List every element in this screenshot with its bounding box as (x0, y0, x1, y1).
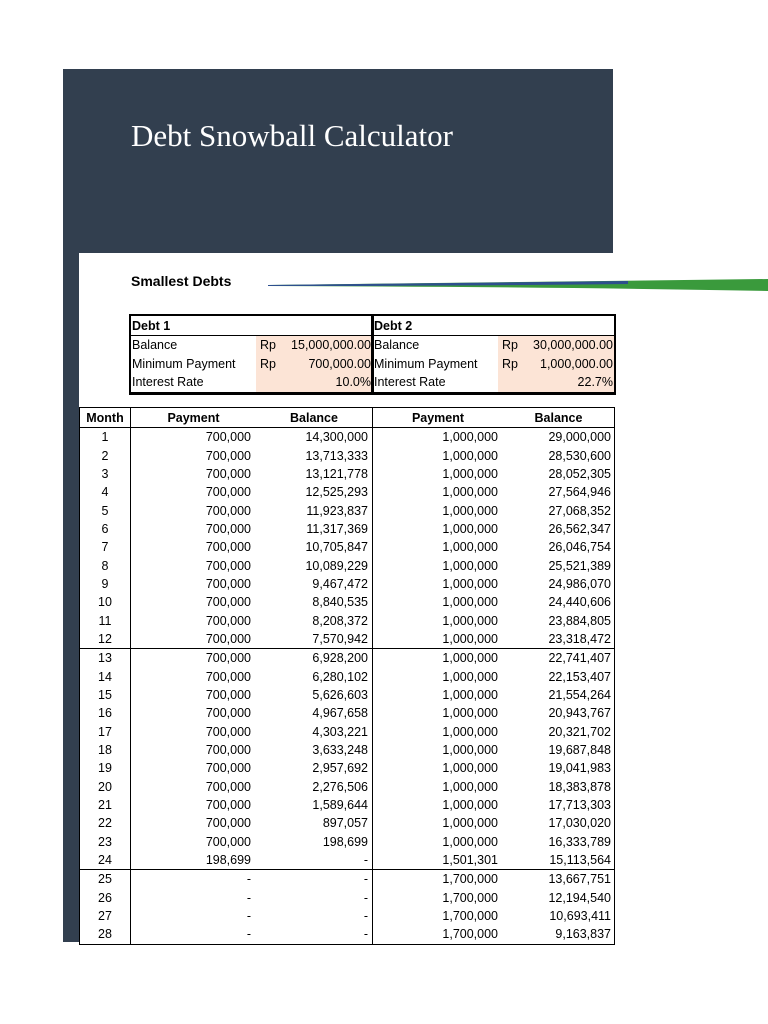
month-cell: 14 (80, 667, 131, 685)
table-row (80, 869, 614, 888)
debt-2-payment-cell: 1,000,000 (442, 687, 498, 702)
debt-2-balance-cell: 9,163,837 (555, 927, 611, 942)
table-row (80, 538, 614, 556)
table-row (80, 723, 614, 741)
month-cell: 20 (80, 778, 131, 796)
month-cell: 21 (80, 796, 131, 814)
table-row (80, 465, 614, 483)
interest-rate-label: Interest Rate (132, 375, 204, 390)
balance-label: Balance (374, 338, 420, 353)
debt-1-balance-cell: 10,089,229 (256, 556, 373, 574)
month-cell: 9 (80, 575, 131, 593)
debt-1-payment-cell: 700,000 (205, 761, 251, 776)
debt-2-balance-cell: 24,986,070 (548, 576, 611, 591)
min-payment-input[interactable] (256, 355, 372, 374)
payment-schedule-table (79, 407, 615, 945)
debt-2-balance-cell: 17,030,020 (548, 816, 611, 831)
month-cell: 22 (80, 814, 131, 832)
column-header: Payment (411, 410, 465, 425)
debt-1-balance-cell: 12,525,293 (256, 483, 373, 501)
month-cell: 25 (80, 870, 131, 888)
debt-2-payment-cell: 1,000,000 (442, 724, 498, 739)
min-payment-value: 700,000.00 (308, 356, 371, 371)
debt-1-balance-cell: 10,705,847 (256, 538, 373, 556)
month-cell: 16 (80, 704, 131, 722)
section-title: Smallest Debts (131, 273, 232, 289)
debt-2-balance-cell: 13,667,751 (548, 872, 611, 887)
debt-1-balance-cell: - (256, 907, 373, 925)
debt-1-balance-cell: 13,121,778 (256, 465, 373, 483)
interest-rate-value: 10.0% (335, 375, 371, 390)
decorative-swoosh (268, 276, 768, 296)
debt-1-balance-cell: 6,928,200 (256, 649, 373, 667)
debt-2-balance-cell: 29,000,000 (548, 430, 611, 445)
debt-1-payment-cell: 700,000 (205, 779, 251, 794)
table-row (80, 796, 614, 814)
debt-name: Debt 1 (131, 316, 372, 336)
debt-2-balance-cell: 23,318,472 (548, 631, 611, 646)
table-row (80, 667, 614, 685)
debt-1-payment-cell: 700,000 (205, 595, 251, 610)
debt-2-payment-cell: 1,000,000 (442, 503, 498, 518)
debt-1-payment-cell: 700,000 (205, 631, 251, 646)
debt-2-payment-cell: 1,000,000 (442, 576, 498, 591)
table-row (80, 889, 614, 907)
debt-1-payment-cell: 700,000 (205, 558, 251, 573)
month-cell: 26 (80, 889, 131, 907)
debt-2-balance-cell: 22,741,407 (548, 651, 611, 666)
min-payment-input[interactable] (498, 355, 614, 374)
column-header: Balance (534, 410, 583, 425)
debt-2-balance-cell: 15,113,564 (549, 853, 611, 868)
month-cell: 11 (80, 611, 131, 629)
debt-2-balance-cell: 22,153,407 (548, 669, 611, 684)
table-body (80, 428, 614, 944)
left-accent-strip (63, 253, 79, 942)
debt-1-payment-cell: 700,000 (205, 724, 251, 739)
debt-2-balance-cell: 28,052,305 (548, 466, 611, 481)
month-cell: 13 (80, 649, 131, 667)
debt-2-payment-cell: 1,000,000 (442, 430, 498, 445)
debt-1-payment-cell: - (246, 909, 251, 924)
debt-1-payment-cell: 700,000 (205, 687, 251, 702)
debt-1-balance-cell: - (256, 889, 373, 907)
debt-1-balance-cell: 8,840,535 (256, 593, 373, 611)
month-cell: 4 (80, 483, 131, 501)
table-row (80, 759, 614, 777)
month-cell: 12 (80, 630, 131, 648)
month-cell: 6 (80, 520, 131, 538)
debt-2-balance-cell: 18,383,878 (548, 779, 611, 794)
month-cell: 28 (80, 925, 131, 943)
balance-label: Balance (132, 338, 178, 353)
min-payment-value: 1,000,000.00 (540, 356, 613, 371)
debt-1-payment-cell: 700,000 (205, 743, 251, 758)
month-cell: 17 (80, 723, 131, 741)
debt-2-payment-cell: 1,700,000 (442, 927, 498, 942)
month-cell: 10 (80, 593, 131, 611)
debt-1-balance-cell: 5,626,603 (256, 686, 373, 704)
debt-1-balance-cell: - (256, 851, 373, 869)
debt-1-payment-cell: 700,000 (205, 816, 251, 831)
table-row (80, 648, 614, 667)
month-cell: 7 (80, 538, 131, 556)
table-header-row (80, 408, 614, 428)
debt-1-payment-cell: 700,000 (205, 669, 251, 684)
balance-input[interactable] (498, 336, 614, 355)
month-cell: 23 (80, 833, 131, 851)
debt-1-payment-cell: 700,000 (205, 485, 251, 500)
debt-2-box (371, 314, 616, 395)
debt-1-balance-cell: 6,280,102 (256, 667, 373, 685)
debt-1-payment-cell: - (246, 890, 251, 905)
page-title: Debt Snowball Calculator (131, 118, 453, 153)
debt-2-payment-cell: 1,000,000 (442, 631, 498, 646)
month-cell: 2 (80, 446, 131, 464)
debt-2-payment-cell: 1,000,000 (442, 743, 498, 758)
column-header: Balance (256, 408, 373, 427)
debt-1-balance-cell: 198,699 (256, 833, 373, 851)
debt-1-payment-cell: 700,000 (205, 540, 251, 555)
debt-1-payment-cell: 700,000 (205, 466, 251, 481)
debt-2-payment-cell: 1,000,000 (442, 521, 498, 536)
debt-1-payment-cell: 700,000 (205, 613, 251, 628)
debt-1-balance-cell: 11,923,837 (256, 501, 373, 519)
debt-1-payment-cell: 700,000 (205, 706, 251, 721)
month-cell: 18 (80, 741, 131, 759)
month-cell: 5 (80, 501, 131, 519)
debt-1-payment-cell: - (246, 872, 251, 887)
debt-1-balance-cell: 4,303,221 (256, 723, 373, 741)
debt-2-payment-cell: 1,000,000 (442, 761, 498, 776)
table-row (80, 556, 614, 574)
debt-2-payment-cell: 1,000,000 (442, 485, 498, 500)
min-payment-label: Minimum Payment (132, 356, 236, 371)
table-row (80, 704, 614, 722)
debt-1-balance-cell: 3,633,248 (256, 741, 373, 759)
currency-label: Rp (502, 338, 518, 353)
debt-1-payment-cell: 700,000 (205, 448, 251, 463)
interest-rate-value: 22.7% (577, 375, 613, 390)
table-row (80, 428, 614, 446)
header-band (63, 69, 613, 253)
currency-label: Rp (502, 356, 518, 371)
debt-1-balance-cell: 897,057 (256, 814, 373, 832)
table-row (80, 778, 614, 796)
debt-1-balance-cell: - (256, 870, 373, 888)
debt-2-payment-cell: 1,700,000 (442, 872, 498, 887)
debt-2-balance-cell: 27,068,352 (548, 503, 611, 518)
debt-name: Debt 2 (373, 316, 614, 336)
debt-2-payment-cell: 1,700,000 (442, 890, 498, 905)
debt-1-balance-cell: 8,208,372 (256, 611, 373, 629)
table-row (80, 446, 614, 464)
debt-1-balance-cell: 7,570,942 (256, 630, 373, 648)
debt-1-payment-cell: 700,000 (205, 503, 251, 518)
debt-1-balance-cell: 1,589,644 (256, 796, 373, 814)
column-header: Payment (167, 410, 220, 425)
table-row (80, 741, 614, 759)
currency-label: Rp (260, 356, 276, 371)
debt-2-payment-cell: 1,000,000 (442, 540, 498, 555)
debt-2-balance-cell: 20,943,767 (548, 706, 611, 721)
debt-2-balance-cell: 16,333,789 (548, 834, 611, 849)
balance-input[interactable] (256, 336, 372, 355)
debt-1-payment-cell: 700,000 (205, 430, 251, 445)
debt-2-balance-cell: 23,884,805 (548, 613, 611, 628)
debt-2-balance-cell: 17,713,303 (548, 798, 611, 813)
balance-value: 30,000,000.00 (533, 338, 613, 353)
debt-2-payment-cell: 1,000,000 (442, 448, 498, 463)
debt-1-payment-cell: 700,000 (205, 521, 251, 536)
debt-2-payment-cell: 1,000,000 (442, 466, 498, 481)
table-row (80, 925, 614, 943)
interest-rate-input[interactable] (498, 373, 614, 392)
month-cell: 8 (80, 556, 131, 574)
month-cell: 19 (80, 759, 131, 777)
debt-2-payment-cell: 1,501,301 (442, 853, 498, 868)
debt-2-balance-cell: 26,562,347 (548, 521, 611, 536)
debt-2-balance-cell: 21,554,264 (548, 687, 611, 702)
debt-2-payment-cell: 1,700,000 (442, 909, 498, 924)
interest-rate-input[interactable] (256, 373, 372, 392)
month-cell: 24 (80, 851, 131, 869)
debt-1-box (129, 314, 374, 395)
debt-2-balance-cell: 19,041,983 (548, 761, 611, 776)
debt-2-balance-cell: 10,693,411 (549, 909, 611, 924)
debt-2-payment-cell: 1,000,000 (442, 613, 498, 628)
debt-2-balance-cell: 20,321,702 (548, 724, 611, 739)
debt-1-balance-cell: 2,276,506 (256, 778, 373, 796)
table-row (80, 630, 614, 648)
debt-1-payment-cell: 700,000 (205, 798, 251, 813)
month-cell: 1 (80, 428, 131, 446)
debt-1-payment-cell: 198,699 (205, 853, 251, 868)
table-row (80, 575, 614, 593)
table-row (80, 483, 614, 501)
debt-2-payment-cell: 1,000,000 (442, 779, 498, 794)
table-row (80, 907, 614, 925)
debt-2-balance-cell: 28,530,600 (548, 448, 611, 463)
debt-2-payment-cell: 1,000,000 (442, 595, 498, 610)
month-cell: 3 (80, 465, 131, 483)
debt-1-balance-cell: 14,300,000 (256, 428, 373, 446)
min-payment-label: Minimum Payment (374, 356, 478, 371)
debt-1-payment-cell: 700,000 (205, 834, 251, 849)
debt-2-payment-cell: 1,000,000 (442, 834, 498, 849)
table-row (80, 611, 614, 629)
table-row (80, 501, 614, 519)
currency-label: Rp (260, 338, 276, 353)
debt-2-balance-cell: 19,687,848 (548, 743, 611, 758)
debt-2-payment-cell: 1,000,000 (442, 816, 498, 831)
debt-2-payment-cell: 1,000,000 (442, 558, 498, 573)
column-header: Month (80, 408, 131, 427)
debt-1-payment-cell: 700,000 (205, 651, 251, 666)
table-row (80, 520, 614, 538)
table-row (80, 833, 614, 851)
debt-2-balance-cell: 25,521,389 (548, 558, 611, 573)
debt-2-balance-cell: 26,046,754 (548, 540, 611, 555)
debt-1-payment-cell: 700,000 (205, 576, 251, 591)
table-row (80, 593, 614, 611)
month-cell: 15 (80, 686, 131, 704)
debt-2-balance-cell: 27,564,946 (548, 485, 611, 500)
debt-2-payment-cell: 1,000,000 (442, 669, 498, 684)
table-row (80, 851, 614, 869)
month-cell: 27 (80, 907, 131, 925)
debt-2-balance-cell: 12,194,540 (548, 890, 611, 905)
debt-1-balance-cell: 13,713,333 (256, 446, 373, 464)
debt-2-payment-cell: 1,000,000 (442, 651, 498, 666)
interest-rate-label: Interest Rate (374, 375, 446, 390)
table-row (80, 686, 614, 704)
debt-1-balance-cell: 9,467,472 (256, 575, 373, 593)
table-row (80, 814, 614, 832)
debt-1-balance-cell: 2,957,692 (256, 759, 373, 777)
debt-2-balance-cell: 24,440,606 (548, 595, 611, 610)
debt-1-balance-cell: - (256, 925, 373, 943)
balance-value: 15,000,000.00 (291, 338, 371, 353)
debt-1-payment-cell: - (246, 927, 251, 942)
debt-1-balance-cell: 11,317,369 (256, 520, 373, 538)
debt-2-payment-cell: 1,000,000 (442, 706, 498, 721)
debt-1-balance-cell: 4,967,658 (256, 704, 373, 722)
debt-2-payment-cell: 1,000,000 (442, 798, 498, 813)
